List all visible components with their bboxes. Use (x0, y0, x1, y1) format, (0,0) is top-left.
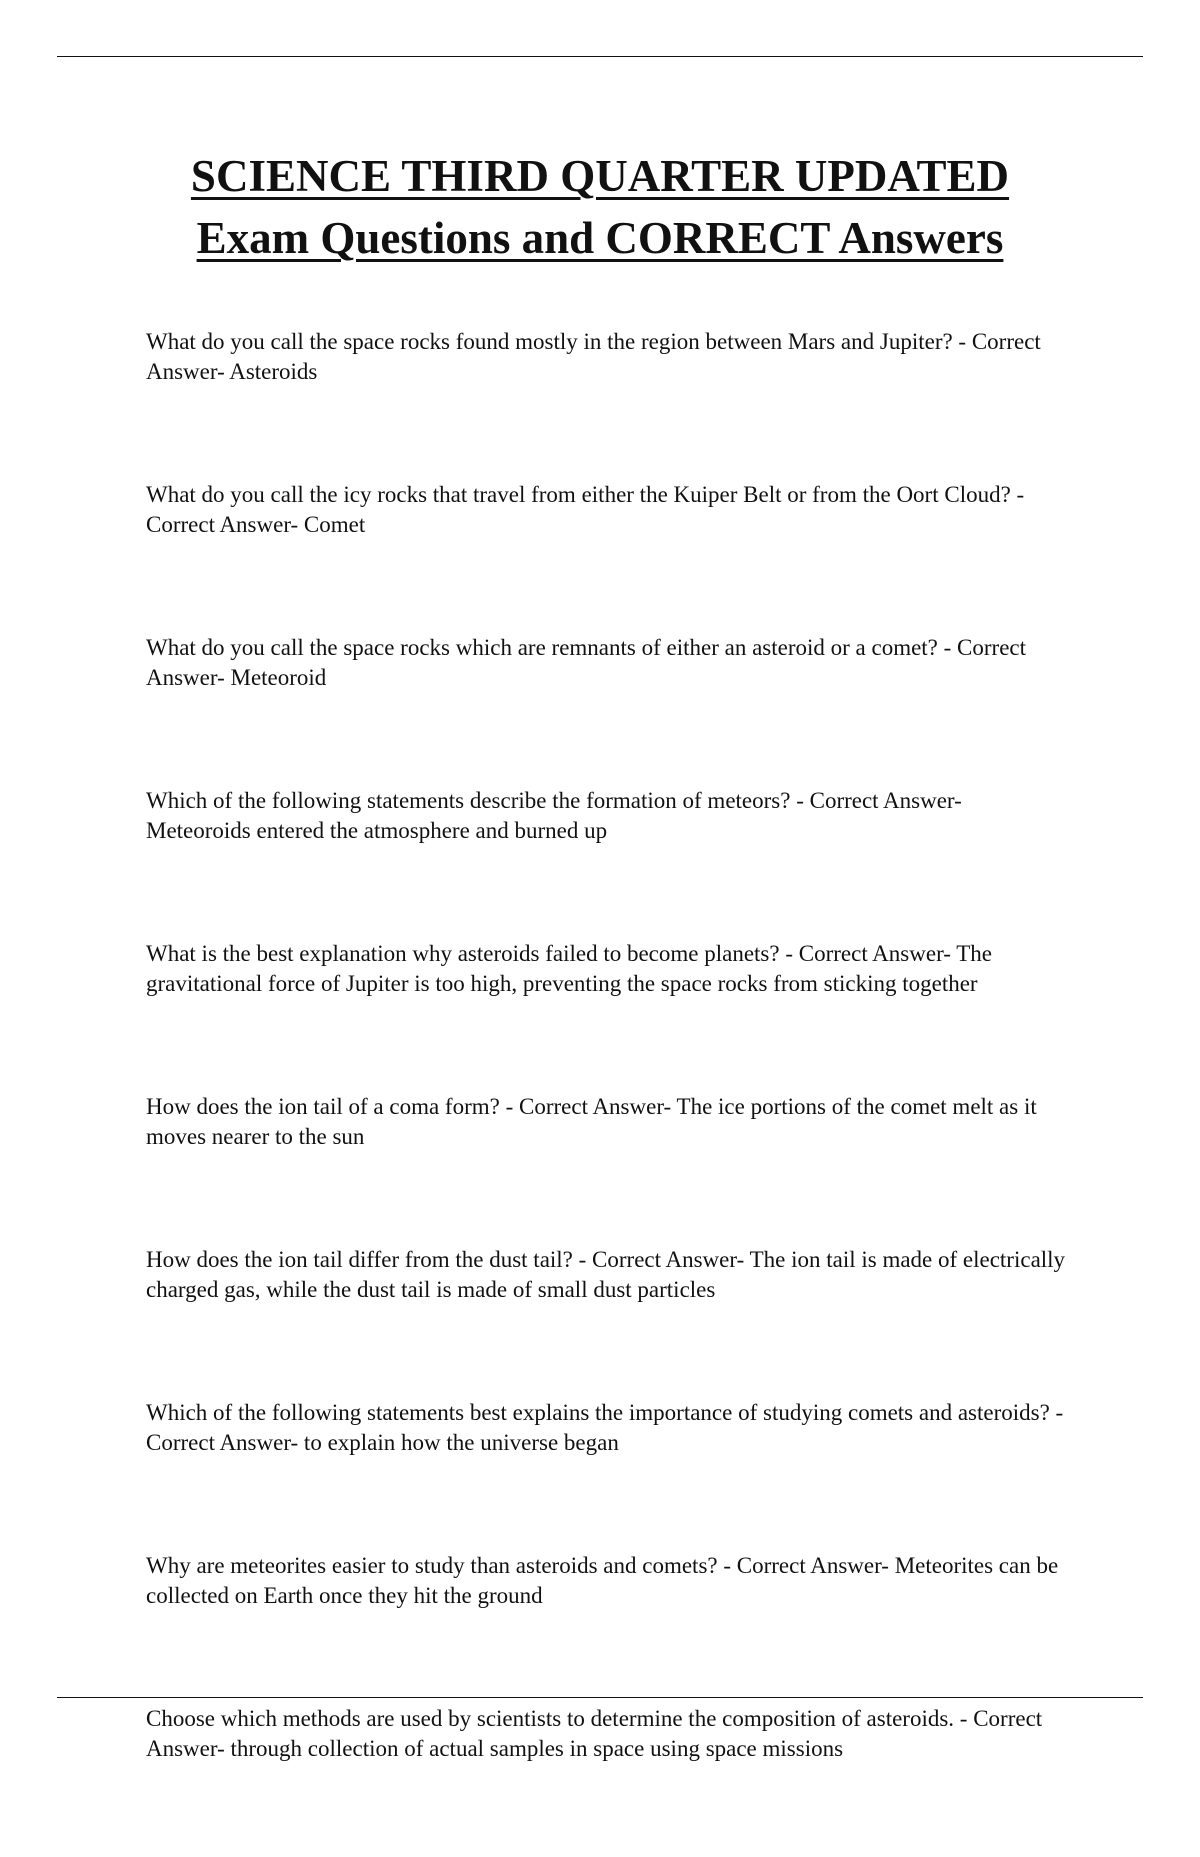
qa-item: What do you call the space rocks which are remnants of either an asteroid or a comet? - Correct Answer- Meteoroid (146, 635, 1027, 690)
title-line-1: SCIENCE THIRD QUARTER UPDATED (190, 151, 1010, 201)
qa-item: How does the ion tail differ from the dust tail? - Correct Answer- The ion tail is made of electrically charged gas, while the dust tail is made of small dust particles (146, 1247, 1066, 1302)
qa-item: Choose which methods are used by scientists to determine the composition of asteroids. - Correct Answer- through collection of actual samples in space using space missions (146, 1706, 1043, 1761)
qa-item: Why are meteorites easier to study than asteroids and comets? - Correct Answer- Meteorites can be collected on Earth once they hit the ground (146, 1553, 1059, 1608)
qa-item: What do you call the space rocks found mostly in the region between Mars and Jupiter? - Correct Answer- Asteroids (146, 329, 1041, 384)
qa-item: How does the ion tail of a coma form? - Correct Answer- The ice portions of the comet melt as it moves nearer to the sun (146, 1094, 1037, 1149)
page-title (0, 145, 1200, 269)
qa-item: What do you call the icy rocks that travel from either the Kuiper Belt or from the Oort Cloud? - Correct Answer- Comet (146, 482, 1025, 537)
qa-item: Which of the following statements describe the formation of meteors? - Correct Answer- Meteoroids entered the atmosphere and burned up (146, 788, 962, 843)
qa-item: What is the best explanation why asteroids failed to become planets? - Correct Answer- The gravitational force of Jupiter is too high, preventing the space rocks from sticking together (146, 941, 993, 996)
qa-list (146, 327, 1066, 1857)
bottom-rule (57, 1697, 1143, 1698)
qa-item: Which of the following statements best explains the importance of studying comets and asteroids? - Correct Answer- to explain how the universe began (146, 1400, 1064, 1455)
top-rule (57, 56, 1143, 57)
title-line-2: Exam Questions and CORRECT Answers (196, 213, 1004, 263)
